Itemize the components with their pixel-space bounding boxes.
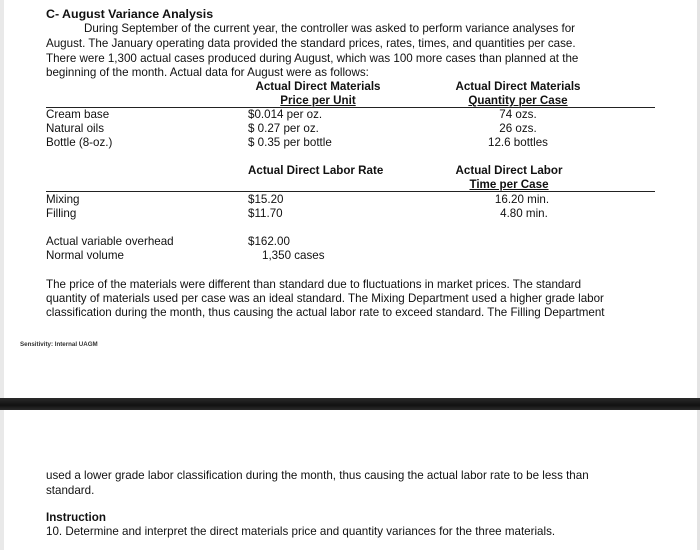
labor-time-mixing: 16.20 min. <box>494 193 550 206</box>
material-quantity-natural-oils: 26 ozs. <box>499 122 537 135</box>
normal-volume-value: 1,350 cases <box>262 249 325 262</box>
continuation-line-2: standard. <box>46 484 95 497</box>
overhead-value: $162.00 <box>248 235 290 248</box>
labor-dept-mixing: Mixing <box>46 193 80 206</box>
explanation-line-3: classification during the month, thus causing the actual labor rate to exceed standard. The Filling Department <box>46 306 605 319</box>
material-item-cream-base: Cream base <box>46 108 110 121</box>
materials-price-header-2: Price per Unit <box>280 94 356 107</box>
page-break-band <box>0 398 700 410</box>
labor-time-filling: 4.80 min. <box>500 207 548 220</box>
intro-line-4: beginning of the month. Actual data for August were as follows: <box>46 66 369 79</box>
material-price-cream-base: $0.014 per oz. <box>248 108 323 121</box>
normal-volume-label: Normal volume <box>46 249 124 262</box>
instruction-text: 10. Determine and interpret the direct materials price and quantity variances for the three materials. <box>46 525 556 538</box>
material-quantity-bottle: 12.6 bottles <box>488 136 548 149</box>
labor-time-header-1: Actual Direct Labor <box>455 164 563 177</box>
materials-quantity-header-1: Actual Direct Materials <box>455 80 581 93</box>
intro-line-1: During September of the current year, the controller was asked to perform variance analyses for <box>84 22 576 35</box>
overhead-label: Actual variable overhead <box>46 235 174 248</box>
materials-quantity-header-2: Quantity per Case <box>468 94 568 107</box>
intro-line-2: August. The January operating data provided the standard prices, rates, times, and quantities per case. <box>46 37 576 50</box>
material-price-bottle: $ 0.35 per bottle <box>248 136 332 149</box>
labor-dept-filling: Filling <box>46 207 77 220</box>
section-title: C- August Variance Analysis <box>46 7 214 21</box>
explanation-line-1: The price of the materials were different than standard due to fluctuations in market prices. The standard <box>46 278 582 291</box>
material-item-bottle: Bottle (8-oz.) <box>46 136 113 149</box>
labor-time-header-2: Time per Case <box>469 178 549 191</box>
labor-rate-mixing: $15.20 <box>248 193 284 206</box>
left-page-edge <box>0 0 4 550</box>
sensitivity-label: Sensitivity: Internal UAGM <box>20 341 98 348</box>
instruction-heading: Instruction <box>46 511 106 524</box>
labor-rate-header: Actual Direct Labor Rate <box>248 164 384 177</box>
labor-rate-filling: $11.70 <box>248 207 283 220</box>
labor-header-rule <box>46 191 655 192</box>
explanation-line-2: quantity of materials used per case was an ideal standard. The Mixing Department used a higher grade labor <box>46 292 604 305</box>
material-price-natural-oils: $ 0.27 per oz. <box>248 122 319 135</box>
material-quantity-cream-base: 74 ozs. <box>499 108 537 121</box>
intro-line-3: There were 1,300 actual cases produced during August, which was 100 more cases than planned at the <box>46 52 579 65</box>
continuation-line-1: used a lower grade labor classification during the month, thus causing the actual labor rate to be less than <box>46 469 589 482</box>
material-item-natural-oils: Natural oils <box>46 122 104 135</box>
materials-price-header-1: Actual Direct Materials <box>255 80 381 93</box>
